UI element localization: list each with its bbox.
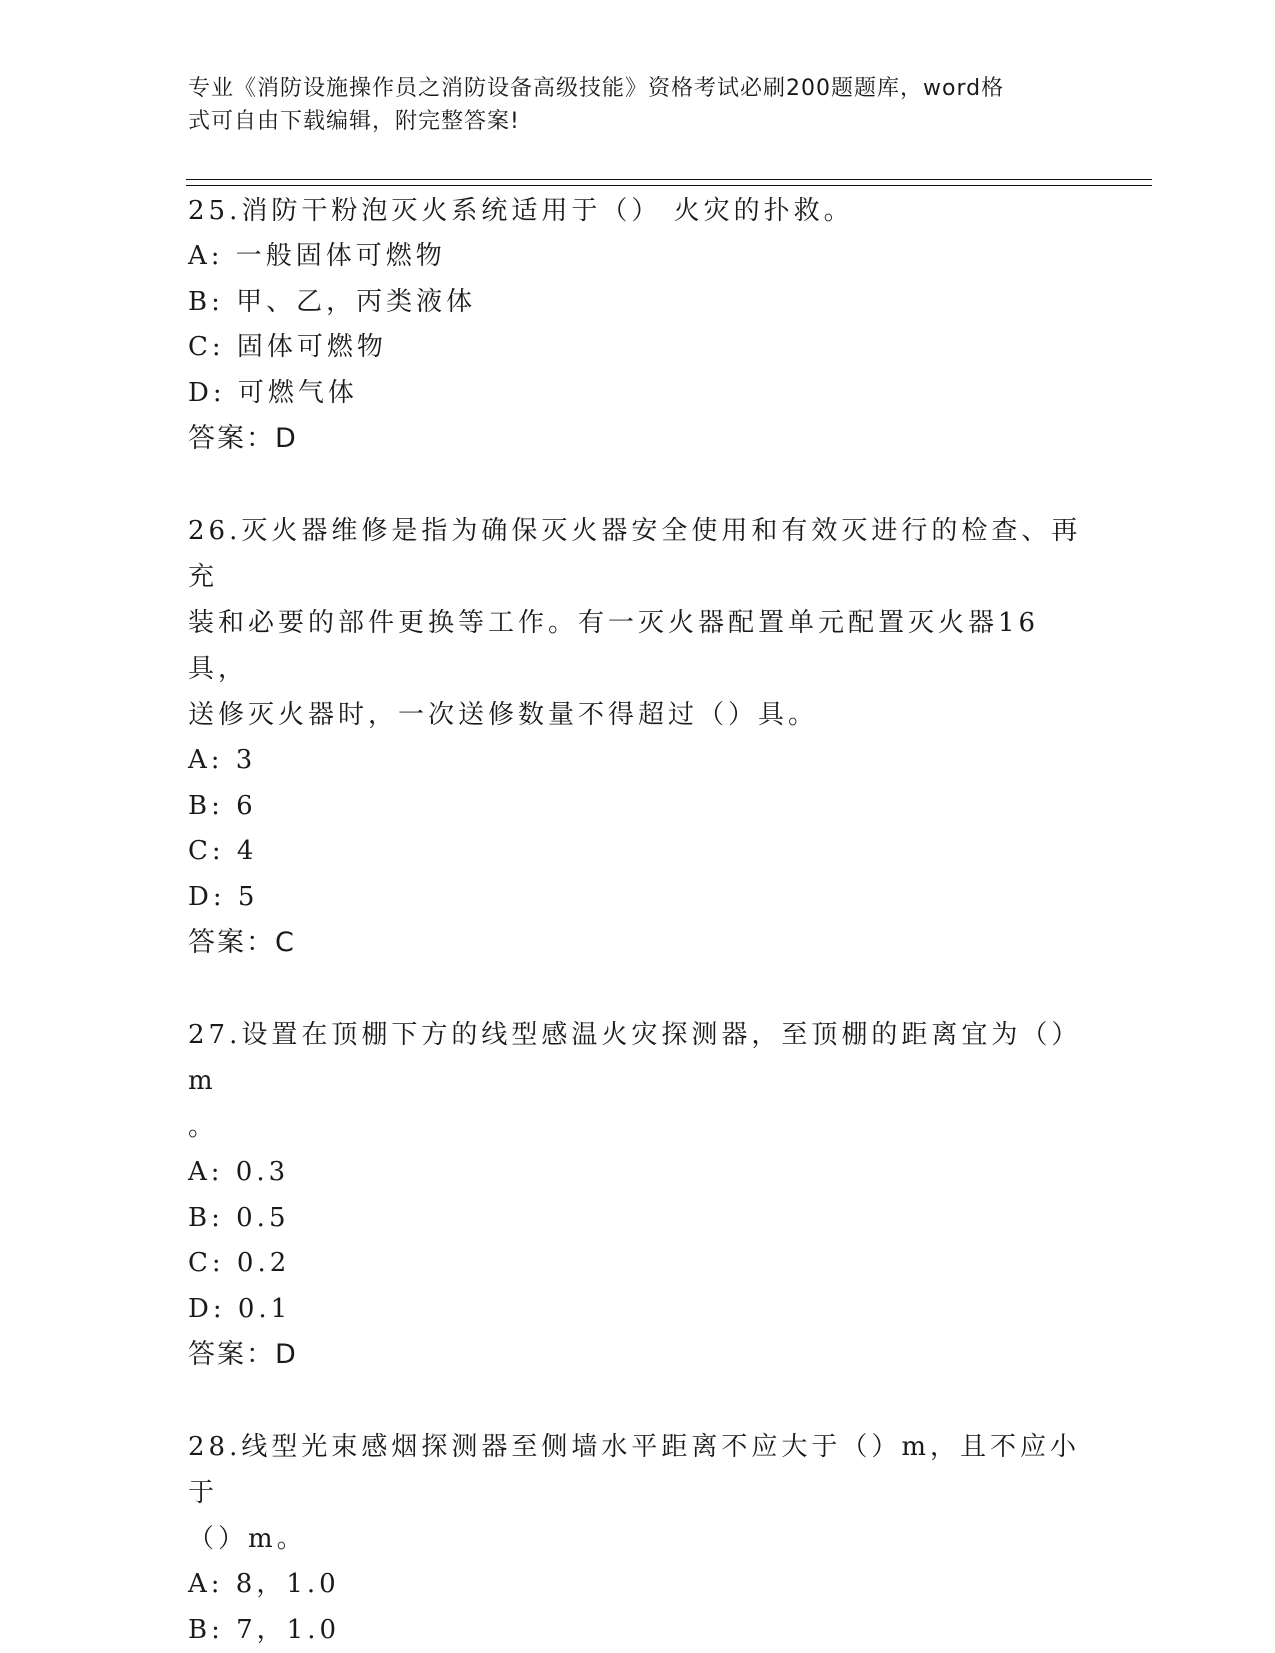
option-a: A: 3 [188, 738, 1088, 784]
question-list [188, 188, 1088, 1653]
question-28 [188, 1424, 1088, 1653]
header-title-line-2: 式可自由下载编辑，附完整答案! [188, 105, 1068, 138]
spacer [188, 1378, 1088, 1424]
spacer [188, 462, 1088, 508]
option-a: A: 0.3 [188, 1150, 1088, 1196]
option-b: B: 0.5 [188, 1196, 1088, 1242]
option-d: D: 0.1 [188, 1287, 1088, 1333]
question-stem-line-2: （）m。 [188, 1516, 1088, 1562]
question-27 [188, 1012, 1088, 1378]
answer-line: 答案：D [188, 416, 1088, 462]
document-header [188, 72, 1068, 138]
option-a: A: 一般固体可燃物 [188, 234, 1088, 280]
option-c: C: 0.2 [188, 1241, 1088, 1287]
header-divider-top [186, 179, 1152, 180]
option-d: D: 5 [188, 875, 1088, 921]
spacer [188, 966, 1088, 1012]
header-divider-bottom [186, 185, 1152, 186]
question-stem-line-1: 26.灭火器维修是指为确保灭火器安全使用和有效灭进行的检查、再充 [188, 508, 1088, 600]
option-c: C: 固体可燃物 [188, 325, 1088, 371]
question-stem-line-1: 27.设置在顶棚下方的线型感温火灾探测器，至顶棚的距离宜为（）m [188, 1012, 1088, 1104]
question-stem-line-2: 。 [188, 1104, 1088, 1150]
option-b: B: 6 [188, 784, 1088, 830]
question-stem-line-3: 送修灭火器时，一次送修数量不得超过（）具。 [188, 692, 1088, 738]
question-stem-line-2: 装和必要的部件更换等工作。有一灭火器配置单元配置灭火器16具， [188, 600, 1088, 692]
question-25 [188, 188, 1088, 462]
option-b: B: 甲、乙，丙类液体 [188, 280, 1088, 326]
option-c: C: 4 [188, 829, 1088, 875]
option-b: B: 7，1.0 [188, 1608, 1088, 1653]
answer-line: 答案：C [188, 920, 1088, 966]
question-stem-line-1: 28.线型光束感烟探测器至侧墙水平距离不应大于（）m，且不应小于 [188, 1424, 1088, 1516]
answer-line: 答案：D [188, 1332, 1088, 1378]
question-stem: 25.消防干粉泡灭火系统适用于（） 火灾的扑救。 [188, 188, 1088, 234]
question-26 [188, 508, 1088, 966]
option-d: D: 可燃气体 [188, 371, 1088, 417]
option-a: A: 8，1.0 [188, 1562, 1088, 1608]
header-title-line-1: 专业《消防设施操作员之消防设备高级技能》资格考试必刷200题题库，word格 [188, 72, 1068, 105]
